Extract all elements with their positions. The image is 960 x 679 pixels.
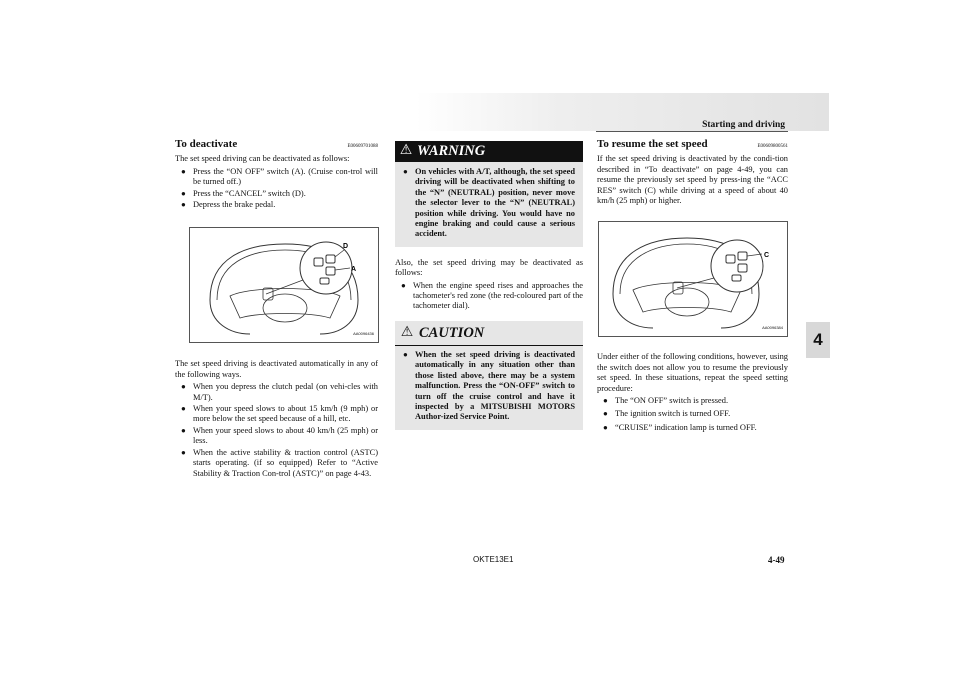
warning-header <box>395 141 583 162</box>
list-item: ● When you depress the clutch pedal (on vehi-cles with M/T). <box>193 382 378 403</box>
label-a: A <box>351 266 357 274</box>
caution-box <box>395 321 583 430</box>
conditions-text: Under either of the following conditions, however, using the switch does not allow you to resume the previously set speed. In these situations, repeat the speed setting procedure: <box>597 352 788 393</box>
intro-text: The set speed driving can be deactivated as follows: <box>175 154 350 164</box>
deactivate-list <box>175 167 378 211</box>
list-item: ● When the engine speed rises and approaches the tachometer's red zone (the red-coloured part of the tachometer dial). <box>413 281 583 312</box>
heading-text: To deactivate <box>175 138 238 150</box>
figure-code: AA0096436 <box>353 331 374 337</box>
document-code: OKTE13E1 <box>473 555 514 564</box>
label-c: C <box>764 252 770 260</box>
heading-code: E00609701088 <box>347 144 378 149</box>
left-column <box>175 139 378 480</box>
middle-column <box>395 141 583 430</box>
warning-box <box>395 162 583 247</box>
steering-wheel-figure <box>598 221 788 337</box>
warning-text: ● On vehicles with A/T, although, the set speed driving will be deactivated when shifting to the “N” (NEUTRAL) position, never move the selector lever to the “N” (NEUTRAL) position while driving. You would have no engine braking and could cause a serious accident. <box>415 167 575 240</box>
deactivate-heading <box>175 139 378 152</box>
list-item: ● The ignition switch is turned OFF. <box>615 409 788 419</box>
heading-text: To resume the set speed <box>597 138 708 150</box>
list-item: ● Depress the brake pedal. <box>193 200 378 210</box>
steering-wheel-figure <box>189 227 379 343</box>
also-text: Also, the set speed driving may be deactivated as follows: <box>395 257 583 278</box>
header-rule <box>596 131 788 132</box>
chapter-number: 4 <box>813 330 823 349</box>
list-item: ● When the active stability & traction control (ASTC) starts operating. (if so equipped) Refer to “Active Stability & Traction Con-trol (ASTC)” on page 4-43. <box>193 448 378 479</box>
list-item: ● Press the “ON OFF” switch (A). (Cruise con-trol will be turned off.) <box>193 167 378 188</box>
caution-icon: ⚠ <box>400 324 414 340</box>
list-item: ● When your speed slows to about 15 km/h (9 mph) or more below the set speed because of a hill, etc. <box>193 404 378 425</box>
warning-title: WARNING <box>417 143 486 160</box>
resume-intro: If the set speed driving is deactivated by the condi-tion described in “To deactivate” on page 4-49, you can resume the previously set speed by press-ing the “ACC RES” switch (C) while driving at a speed of about 40 km/h (25 mph) or higher. <box>597 154 788 206</box>
caution-body <box>395 346 583 430</box>
warning-list <box>403 167 575 240</box>
list-item: ● The “ON OFF” switch is pressed. <box>615 396 788 406</box>
label-d: D <box>343 243 349 251</box>
conditions-list <box>597 396 788 433</box>
also-list <box>395 281 583 312</box>
resume-heading <box>597 139 788 152</box>
caution-header <box>395 321 583 346</box>
caution-text: ● When the set speed driving is deactivated automatically in any situation other than those listed above, there may be a system malfunction. Press the “ON-OFF” switch to turn off the cruise control and have it inspected by a MITSUBISHI MOTORS Author-ized Service Point. <box>415 350 575 423</box>
steering-wheel-illustration <box>190 228 378 342</box>
chapter-tab <box>806 322 830 358</box>
steering-wheel-illustration <box>599 222 787 336</box>
figure-code: AA0096384 <box>762 325 783 331</box>
list-item: ● Press the “CANCEL” switch (D). <box>193 189 378 199</box>
section-title: Starting and driving <box>702 120 785 130</box>
caution-title: CAUTION <box>419 324 485 341</box>
page-number: 4-49 <box>768 555 785 565</box>
list-item: ● When your speed slows to about 40 km/h (25 mph) or less. <box>193 426 378 447</box>
caution-list <box>403 350 575 423</box>
auto-deactivate-text: The set speed driving is deactivated automatically in any of the following ways. <box>175 359 378 379</box>
right-column <box>597 139 788 434</box>
warning-icon: ⚠ <box>399 143 413 159</box>
heading-code: E00609800561 <box>757 144 788 149</box>
list-item: ● “CRUISE” indication lamp is turned OFF. <box>615 423 788 433</box>
auto-deactivate-list <box>175 382 378 479</box>
